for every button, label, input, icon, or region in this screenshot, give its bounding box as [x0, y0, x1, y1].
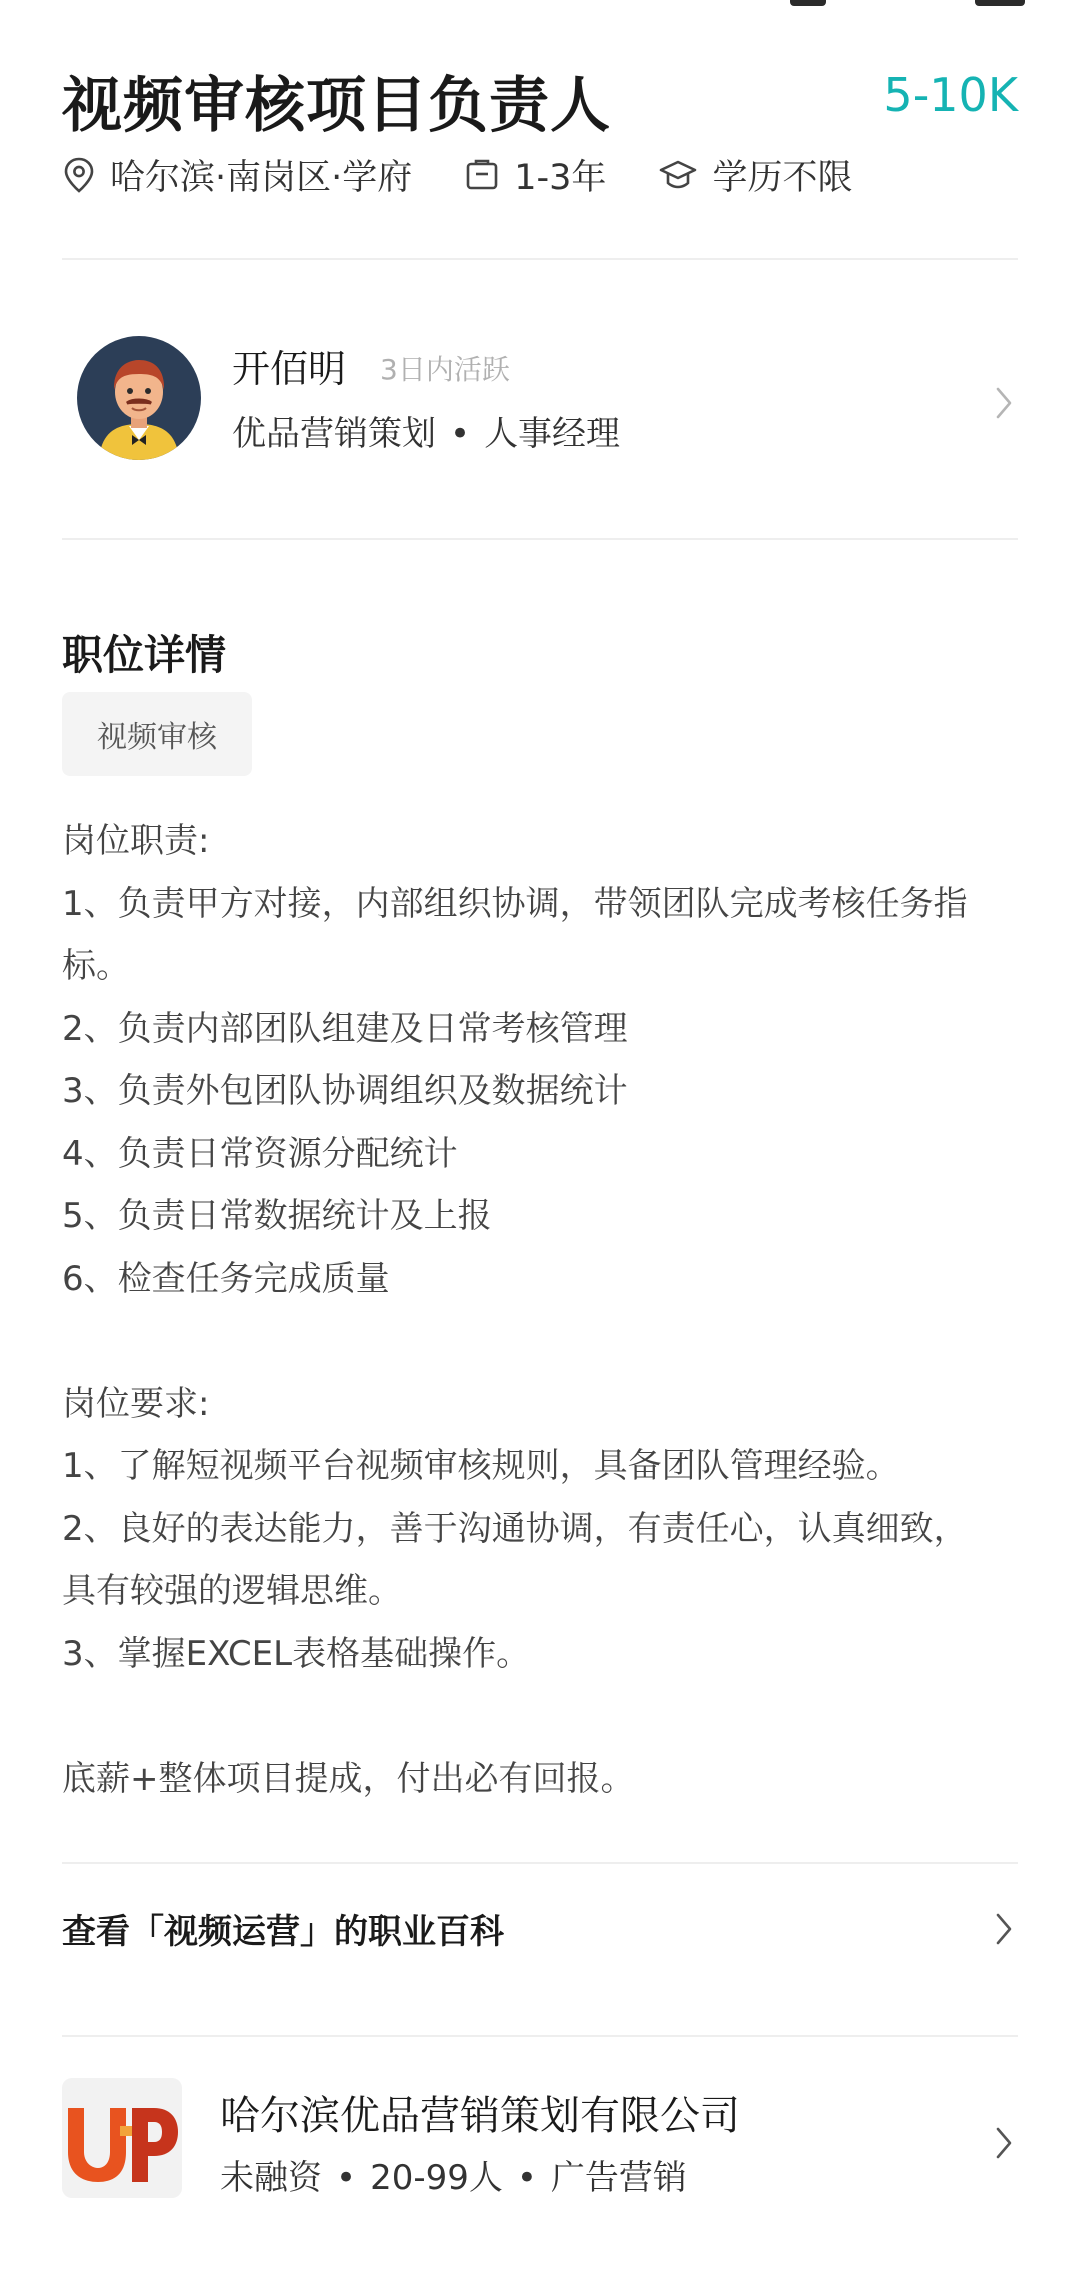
description-line: 底薪+整体项目提成，付出必有回报。 — [62, 1758, 635, 1799]
recruiter-company: 优品营销策划 — [232, 414, 436, 454]
company-info — [220, 2150, 687, 2199]
briefcase-icon — [464, 158, 500, 192]
job-education-text: 学历不限 — [712, 158, 853, 198]
job-description — [62, 810, 1022, 1810]
section-title: 职位详情 — [62, 631, 226, 679]
company-funding: 未融资 — [220, 2158, 322, 2198]
recruiter-company-position — [232, 406, 620, 455]
career-wiki-label: 查看「视频运营」的职业百科 — [62, 1912, 504, 1952]
salary-range: 5-10K — [883, 68, 1018, 122]
description-line: 4、负责日常资源分配统计 — [62, 1133, 458, 1174]
description-line: 具有较强的逻辑思维。 — [62, 1571, 402, 1611]
description-line: 6、检查任务完成质量 — [62, 1258, 390, 1299]
company-name: 哈尔滨优品营销策划有限公司 — [220, 2093, 740, 2139]
recruiter-card[interactable] — [62, 320, 1018, 480]
chevron-right-icon[interactable] — [994, 1912, 1014, 1946]
company-industry: 广告营销 — [550, 2158, 687, 2198]
divider — [62, 538, 1018, 540]
description-line: 5、负责日常数据统计及上报 — [62, 1196, 492, 1236]
company-size: 20-99人 — [370, 2158, 503, 2198]
description-line: 1、了解短视频平台视频审核规则，具备团队管理经验。 — [62, 1446, 900, 1486]
separator-dot: • — [516, 2158, 537, 2198]
description-line: 3、负责外包团队协调组织及数据统计 — [62, 1071, 628, 1111]
description-blank-line — [62, 1310, 1022, 1373]
job-location — [62, 150, 412, 200]
recruiter-active-status: 3日内活跃 — [380, 353, 510, 386]
status-bar-fragment — [975, 0, 1025, 6]
chevron-right-icon[interactable] — [994, 2126, 1014, 2160]
description-line: 标。 — [62, 946, 130, 986]
status-bar-fragment — [790, 0, 826, 6]
company-card[interactable] — [62, 2070, 1018, 2200]
graduation-cap-icon — [658, 158, 698, 192]
recruiter-name: 开佰明 — [232, 347, 347, 391]
divider — [62, 258, 1018, 260]
avatar[interactable] — [77, 336, 201, 460]
description-line: 1、负责甲方对接，内部组织协调，带领团队完成考核任务指 — [62, 883, 968, 924]
chevron-right-icon[interactable] — [994, 386, 1014, 420]
separator-dot: • — [336, 2158, 357, 2198]
description-line: 岗位要求: — [62, 1383, 210, 1424]
divider — [62, 1862, 1018, 1864]
description-line: 2、负责内部团队组建及日常考核管理 — [62, 1008, 628, 1049]
description-line: 岗位职责: — [62, 821, 210, 861]
recruiter-position: 人事经理 — [484, 414, 621, 454]
career-wiki-link[interactable] — [62, 1890, 1018, 1970]
description-blank-line — [62, 1685, 1022, 1748]
separator-dot: • — [450, 414, 471, 454]
description-line: 2、良好的表达能力，善于沟通协调，有责任心，认真细致， — [62, 1508, 968, 1549]
location-pin-icon — [62, 156, 96, 194]
job-location-text: 哈尔滨·南岗区·学府 — [110, 158, 413, 198]
job-meta-row — [62, 150, 904, 200]
job-tag: 视频审核 — [62, 692, 252, 776]
job-education — [658, 150, 852, 200]
description-line: 3、掌握EXCEL表格基础操作。 — [62, 1633, 531, 1674]
job-experience-text: 1-3年 — [514, 158, 607, 198]
job-title: 视频审核项目负责人 — [62, 71, 611, 141]
job-experience — [464, 150, 606, 200]
company-logo — [62, 2078, 182, 2198]
divider — [62, 2035, 1018, 2037]
